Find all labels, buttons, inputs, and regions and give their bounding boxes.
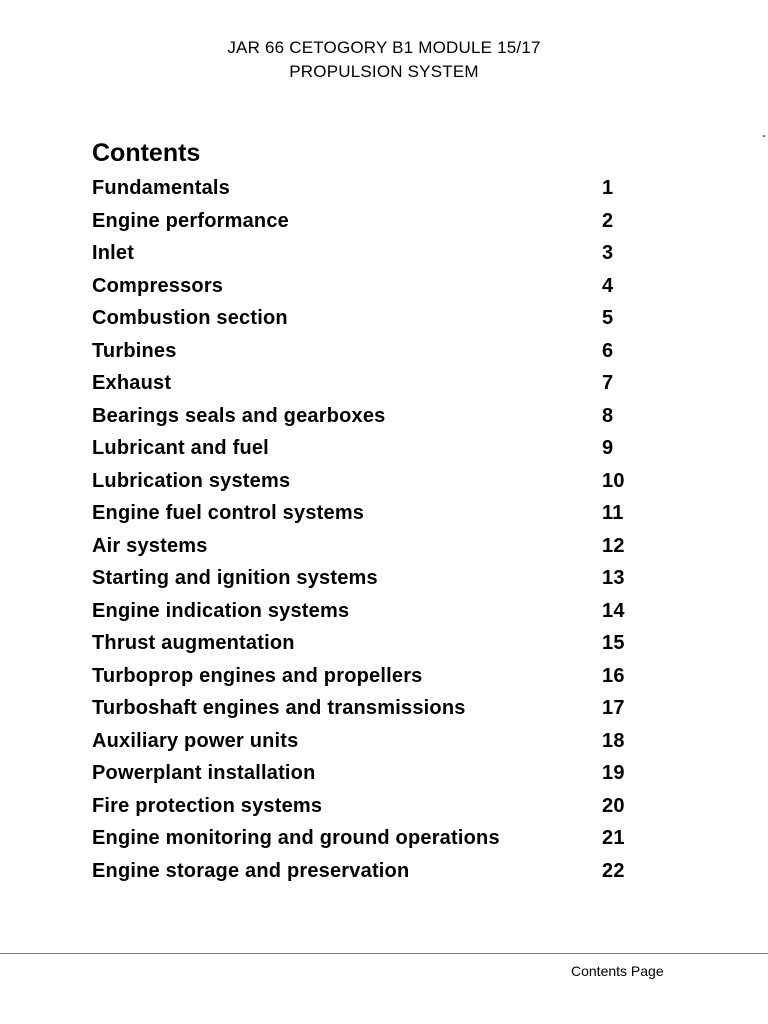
- toc-entry-title: Engine fuel control systems: [92, 502, 365, 524]
- toc-entry-page-number: 2: [602, 209, 614, 232]
- toc-entry: [92, 562, 652, 595]
- toc-entry-title: Engine performance: [92, 209, 289, 232]
- toc-entry-page-number: 9: [602, 437, 614, 459]
- toc-entry-title: Lubrication systems: [92, 469, 291, 492]
- toc-entry-title: Powerplant installation: [92, 762, 316, 784]
- toc-entry-page-number: 11: [602, 502, 624, 524]
- contents-heading: Contents: [92, 139, 201, 167]
- toc-entry-title: Turboprop engines and propellers: [92, 664, 423, 687]
- toc-entry: [92, 660, 652, 693]
- toc-entry: [92, 627, 652, 660]
- toc-entry-page-number: 16: [602, 664, 625, 687]
- toc-entry-page-number: 15: [602, 632, 625, 654]
- toc-entry-title: Turboshaft engines and transmissions: [92, 697, 466, 719]
- toc-entry-title: Fundamentals: [92, 177, 230, 199]
- toc-entry-title: Compressors: [92, 274, 224, 297]
- toc-entry-page-number: 1: [602, 177, 614, 199]
- toc-entry: [92, 822, 652, 855]
- toc-entry-title: Lubricant and fuel: [92, 437, 269, 459]
- toc-entry: [92, 692, 652, 725]
- toc-entry-title: Turbines: [92, 339, 177, 362]
- toc-entry: [92, 432, 652, 465]
- toc-entry: [92, 335, 652, 368]
- toc-entry-page-number: 8: [602, 404, 614, 427]
- header-subject-title: PROPULSION SYSTEM: [289, 62, 479, 81]
- toc-entry-page-number: 5: [602, 307, 614, 329]
- footer-label: Contents Page: [571, 963, 664, 979]
- toc-entry-page-number: 17: [602, 697, 625, 719]
- toc-entry: [92, 400, 652, 433]
- toc-entry: [92, 530, 652, 563]
- toc-entry: [92, 270, 652, 303]
- toc-entry: [92, 595, 652, 628]
- edge-mark: -: [762, 128, 766, 142]
- toc-entry-page-number: 12: [602, 534, 625, 557]
- toc-entry-page-number: 7: [602, 372, 614, 394]
- toc-entry: [92, 367, 652, 400]
- toc-entry: [92, 302, 652, 335]
- toc-entry-title: Engine storage and preservation: [92, 859, 410, 882]
- toc-entry-title: Air systems: [92, 534, 208, 557]
- toc-entry-title: Combustion section: [92, 307, 288, 329]
- toc-entry: [92, 757, 652, 790]
- toc-entry-page-number: 20: [602, 794, 625, 817]
- toc-entry-page-number: 4: [602, 274, 614, 297]
- table-of-contents: [92, 172, 652, 887]
- toc-entry: [92, 725, 652, 758]
- toc-entry: [92, 855, 652, 888]
- toc-entry-title: Thrust augmentation: [92, 632, 295, 654]
- toc-entry-title: Engine indication systems: [92, 599, 350, 622]
- header-module-title: JAR 66 CETOGORY B1 MODULE 15/17: [227, 38, 541, 57]
- toc-entry: [92, 790, 652, 823]
- toc-entry: [92, 465, 652, 498]
- toc-entry-title: Engine monitoring and ground operations: [92, 827, 500, 849]
- toc-entry-title: Fire protection systems: [92, 794, 323, 817]
- toc-entry-title: Starting and ignition systems: [92, 567, 378, 589]
- toc-entry-title: Inlet: [92, 242, 135, 264]
- toc-entry: [92, 205, 652, 238]
- toc-entry: [92, 497, 652, 530]
- toc-entry-page-number: 13: [602, 567, 625, 589]
- toc-entry: [92, 172, 652, 205]
- toc-entry-page-number: 10: [602, 469, 625, 492]
- toc-entry-page-number: 22: [602, 859, 625, 882]
- toc-entry-page-number: 3: [602, 242, 614, 264]
- toc-entry-page-number: 18: [602, 729, 625, 752]
- toc-entry-page-number: 19: [602, 762, 625, 784]
- document-header: [0, 36, 768, 84]
- toc-entry: [92, 237, 652, 270]
- toc-entry-page-number: 14: [602, 599, 625, 622]
- footer-divider: [0, 953, 768, 954]
- toc-entry-title: Auxiliary power units: [92, 729, 299, 752]
- toc-entry-title: Exhaust: [92, 372, 172, 394]
- toc-entry-page-number: 6: [602, 339, 614, 362]
- toc-entry-title: Bearings seals and gearboxes: [92, 404, 386, 427]
- toc-entry-page-number: 21: [602, 827, 625, 849]
